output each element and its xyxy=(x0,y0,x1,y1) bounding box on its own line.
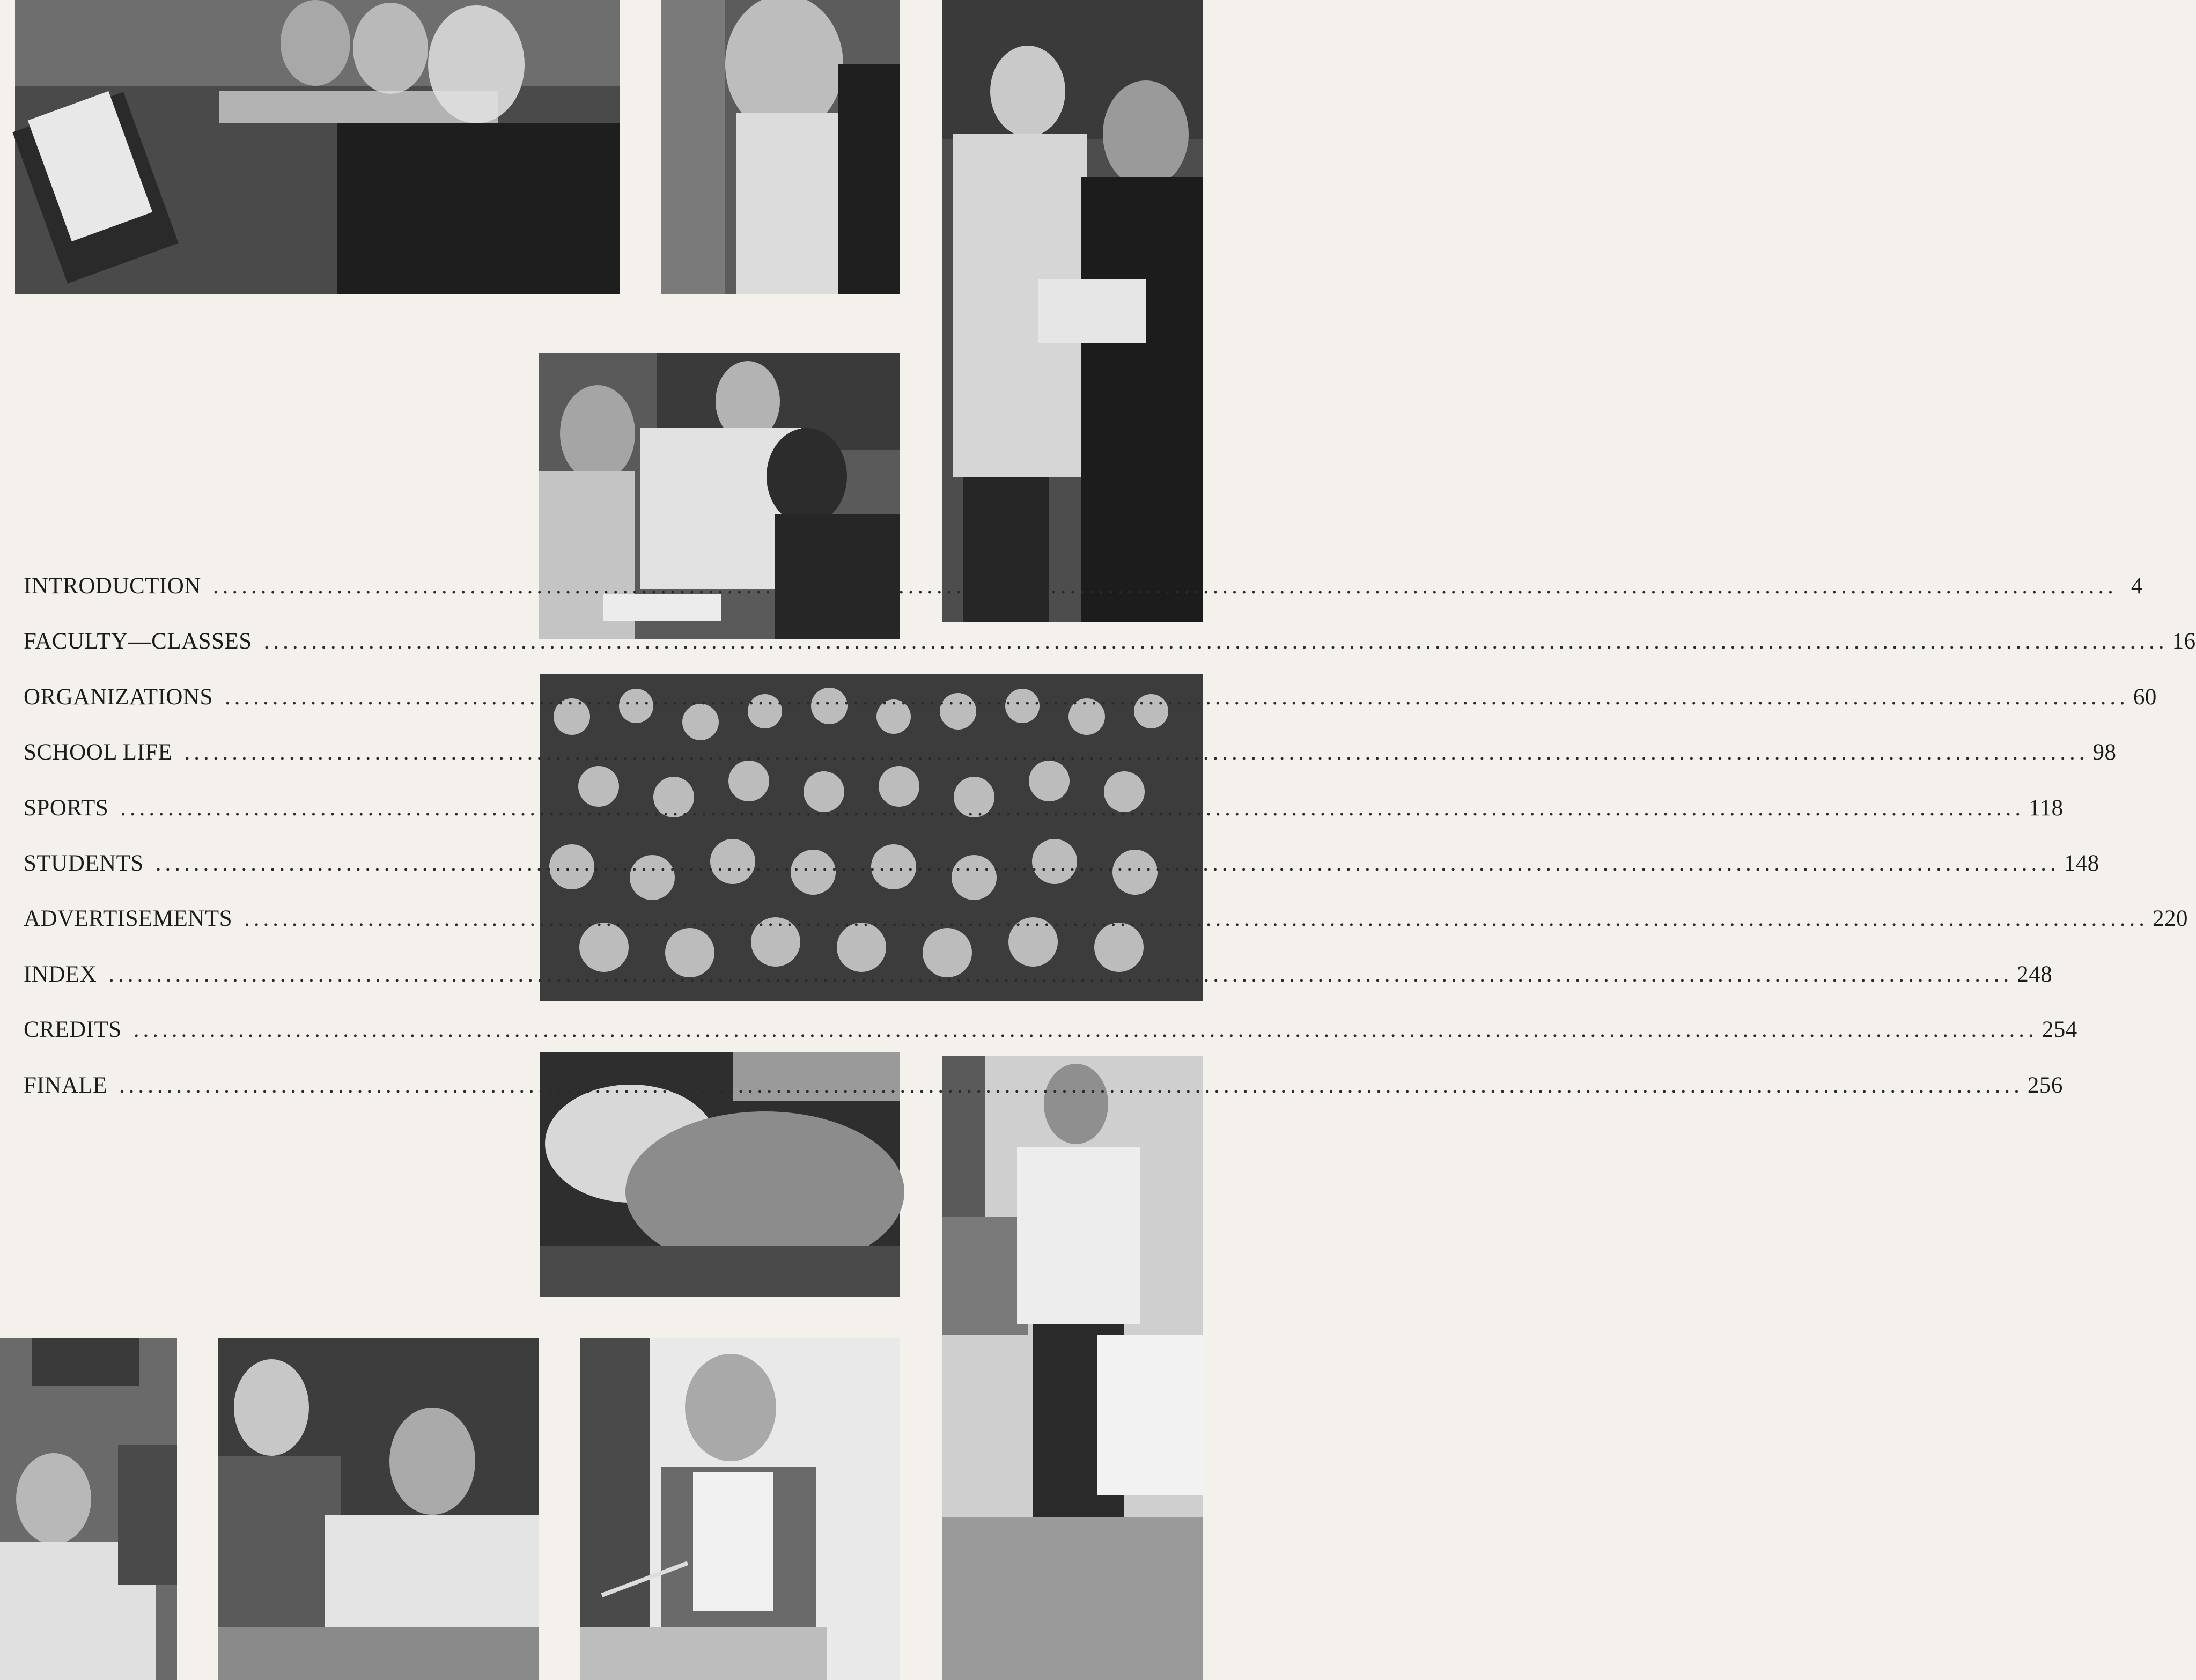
photo-teacher-standing-by-window xyxy=(942,1056,1203,1680)
toc-entry xyxy=(24,795,2064,850)
toc-entry-page-number: 248 xyxy=(2017,961,2053,987)
toc-entry xyxy=(24,1072,2063,1128)
toc-leader-dots: ........................................................................................................................................................................................................ xyxy=(108,961,2013,987)
toc-leader-dots: ........................................................................................................................................................................................................ xyxy=(244,906,2149,932)
toc-leader-dots: ........................................................................................................................................................................................................ xyxy=(119,1072,2023,1098)
toc-entry xyxy=(24,850,2099,905)
toc-entry-title: FACULTY—CLASSES xyxy=(24,629,252,654)
toc-entry-title: SPORTS xyxy=(24,795,109,821)
toc-leader-dots: ........................................................................................................................................................................................................ xyxy=(212,573,2117,599)
toc-entry xyxy=(24,961,2053,1016)
toc-entry xyxy=(24,905,2188,961)
toc-leader-dots: ........................................................................................................................................................................................................ xyxy=(224,684,2129,710)
toc-entry-title: ORGANIZATIONS xyxy=(24,684,213,710)
toc-entry-title: STUDENTS xyxy=(24,850,144,876)
photo-students-at-lunch xyxy=(218,1338,539,1680)
toc-entry xyxy=(24,628,2196,683)
toc-entry xyxy=(24,739,2117,794)
toc-leader-dots: ........................................................................................................................................................................................................ xyxy=(155,850,2060,876)
toc-leader-dots: ........................................................................................................................................................................................................ xyxy=(120,795,2025,821)
toc-entry-title: INTRODUCTION xyxy=(24,573,201,599)
toc-entry-title: INDEX xyxy=(24,961,97,987)
toc-entry-page-number: 148 xyxy=(2064,850,2099,876)
toc-entry xyxy=(24,684,2157,739)
photo-boy-in-chair xyxy=(0,1338,177,1680)
toc-leader-dots: ........................................................................................................................................................................................................ xyxy=(184,740,2089,765)
toc-entry-page-number: 4 xyxy=(2131,573,2143,599)
photo-student-at-podium xyxy=(580,1338,900,1680)
toc-entry-page-number: 60 xyxy=(2133,684,2157,710)
toc-entry-page-number: 98 xyxy=(2092,740,2117,765)
toc-entry-page-number: 254 xyxy=(2042,1017,2077,1043)
photo-teacher-thinking xyxy=(661,0,900,294)
toc-entry-page-number: 118 xyxy=(2029,795,2064,821)
toc-entry-page-number: 16 xyxy=(2172,629,2196,654)
toc-leader-dots: ........................................................................................................................................................................................................ xyxy=(263,629,2168,654)
photo-students-with-books xyxy=(942,0,1203,622)
photo-trumpet-players xyxy=(15,0,620,294)
toc-entry xyxy=(24,573,2143,628)
toc-entry-title: ADVERTISEMENTS xyxy=(24,906,233,932)
toc-leader-dots: ........................................................................................................................................................................................................ xyxy=(133,1017,2038,1043)
toc-entry-page-number: 220 xyxy=(2153,906,2188,932)
toc-entry-title: SCHOOL LIFE xyxy=(24,740,173,765)
toc-entry-page-number: 256 xyxy=(2027,1072,2063,1098)
table-of-contents xyxy=(24,573,2196,1128)
photo-assembly-crowd xyxy=(540,674,1203,1001)
toc-entry-title: FINALE xyxy=(24,1072,107,1098)
toc-entry-title: CREDITS xyxy=(24,1017,122,1043)
toc-entry xyxy=(24,1016,2077,1072)
